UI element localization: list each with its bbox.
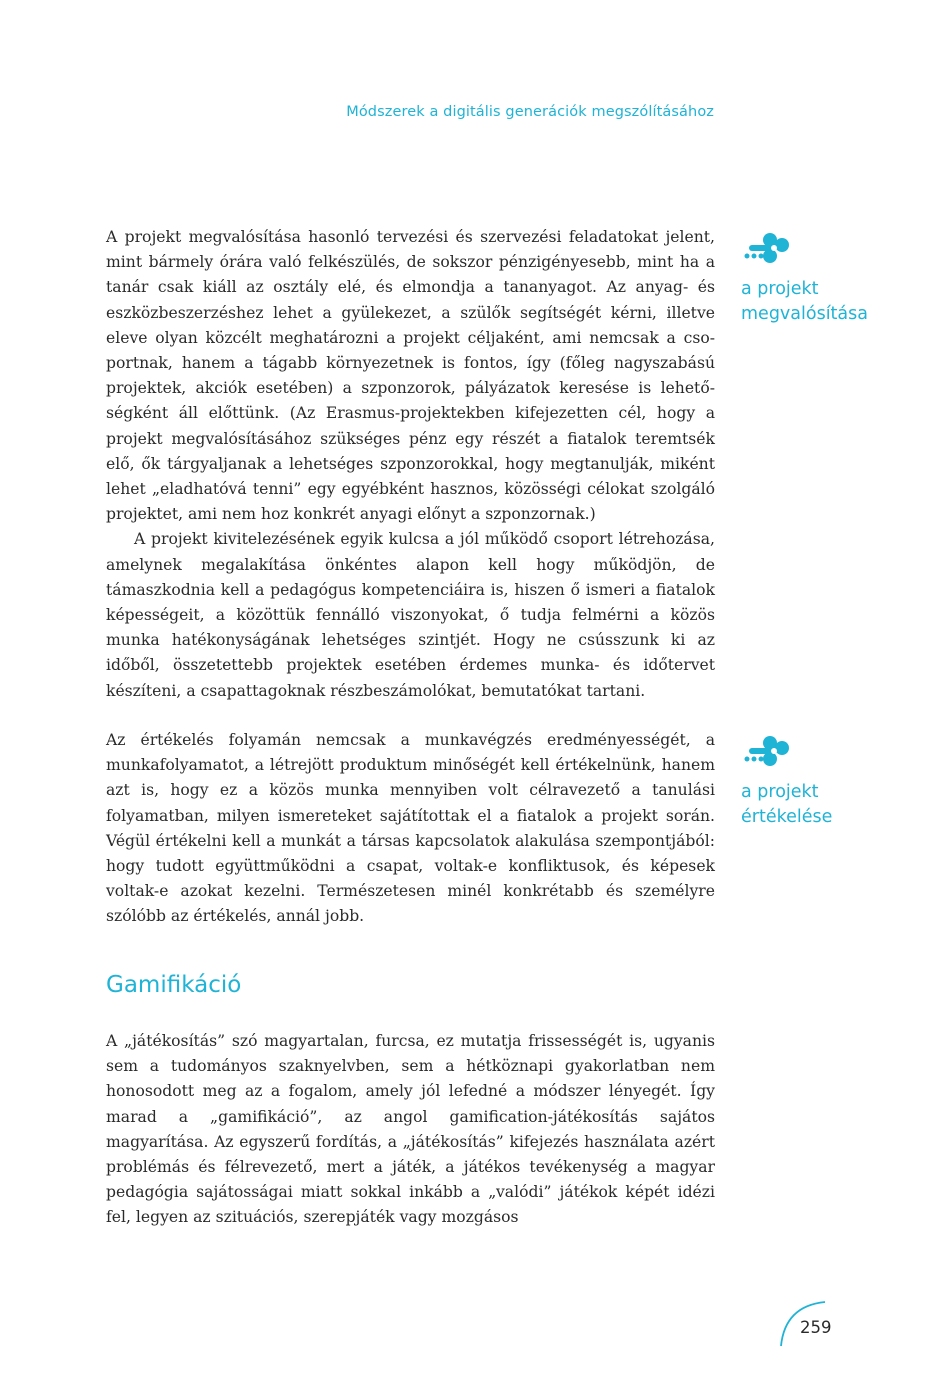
section-gamification [106, 1029, 715, 1231]
section-heading-gamification: Gamifikáció [106, 972, 242, 998]
running-header: Módszerek a digitális generációk megszólításához [346, 104, 714, 120]
margin-note-evaluation [741, 734, 911, 830]
key-icon [741, 231, 793, 267]
margin-note-line: a projekt [741, 782, 819, 802]
margin-note-implementation [741, 231, 911, 327]
paragraph: Az értékelés folyamán nemcsak a munkavégzés eredményességét, a munkafolyamatot, a létrejött produktum minőségét kell értékelnünk, hanem azt is, hogy ez a közös munka mennyiben volt célravezető a tanulási folyamatban, milyen ismereteket sajátítottak el a fiatalok a projekt során. Végül értékelni kell a munkát a társas kapcsolatok alakulása szempontjából: hogy tudott együttműködni a csapat, voltak-e konfliktusok, és képesek voltak-e azokat kezelni. Természetesen minél konkrétabb és személyre szólóbb az értékelés, annál jobb. [106, 731, 715, 926]
paragraph: A projekt kivitelezésének egyik kulcsa a jól működő csoport létrehozása, amelynek megalakítása önkéntes alapon kell hogy működjön, de támaszkodnia kell a pedagógus kompetenciáira is, hiszen ő ismeri a fiatalok képességeit, a közöttük fennálló viszonyokat, ő tudja felmérni a közös munka hatékonyságának lehetséges szintjét. Hogy ne csússzunk ki az időből, összetettebb projektek esetében érdemes munka- és időtervet készíteni, a csapattagoknak részbeszámolókat, bemutatókat tartani. [106, 530, 715, 700]
section-project-evaluation [106, 728, 715, 930]
section-project-implementation [106, 225, 715, 704]
page-number-badge [775, 1300, 855, 1360]
margin-note-line: értékelése [741, 807, 833, 827]
margin-note-line: a projekt [741, 279, 819, 299]
page-number: 259 [800, 1318, 832, 1337]
key-icon [741, 734, 793, 770]
margin-note-line: megvalósítása [741, 304, 868, 324]
paragraph: A projekt megvalósítása hasonló tervezési és szervezési feladatokat jelent, mint bármely órára való felkészülés, de sokszor pénzigényesebb, mint ha a tanár csak kiáll az osztály elé, és elmondja a tananyagot. Az anyag- és eszközbeszerzéshez lehet a gyülekezet, a szülők segítségét kérni, illetve eleve olyan közcélt meghatározni a projekt céljaként, ami nemcsak a csoportnak, hanem a tágabb környezetnek is fontos, így (főleg nagyszabású projektek, akciók esetében) a szponzorok, pályázatok keresése is lehetőségként áll előttünk. (Az Erasmus-projektekben kifejezetten cél, hogy a projekt megvalósításához szükséges pénz egy részét a fiatalok teremtsék elő, ők tárgyaljanak a lehetséges szponzorokkal, hogy megtanulják, miként lehet „eladhatóvá tenni” egy egyébként hasznos, közösségi célokat szolgáló projektet, ami nem hoz konkrét anyagi előnyt a szponzornak.) [106, 228, 715, 524]
paragraph: A „játékosítás” szó magyartalan, furcsa, ez mutatja frissességét is, ugyanis sem a tudományos szaknyelvben, sem a hétköznapi gyakorlatban nem honosodott meg az a fogalom, amely jól lefedné a módszer lényegét. Így marad a „gamifikáció”, az angol gamification-játékosítás sajátos magyarítása. Az egyszerű fordítás, a „játékosítás” kifejezés használata azért problémás és félrevezető, mert a játék, a játékos tevékenység a magyar pedagógia sajátosságai miatt sokkal inkább a „valódi” játékok képét idézi fel, legyen az szituációs, szerepjáték vagy mozgásos [106, 1032, 715, 1227]
